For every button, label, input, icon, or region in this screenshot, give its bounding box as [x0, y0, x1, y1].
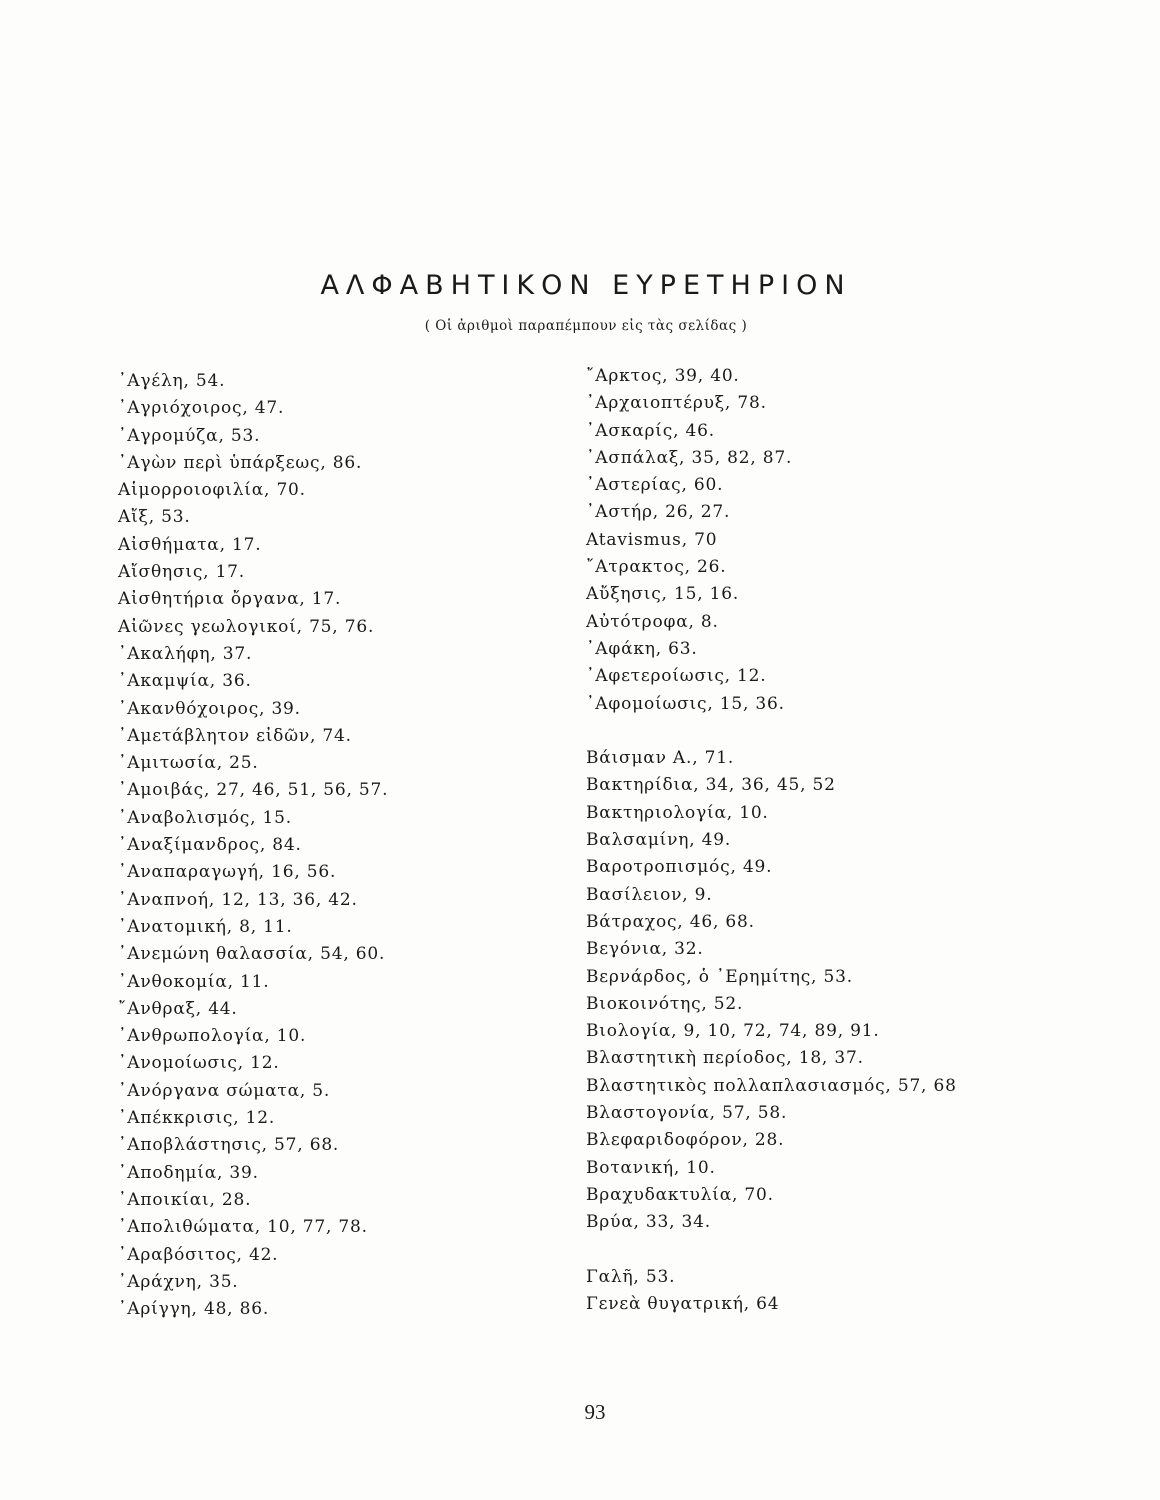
index-gap — [586, 718, 1126, 745]
index-entry: Βαλσαμίνη, 49. — [586, 830, 732, 851]
index-entry: Αἴξ, 53. — [118, 507, 191, 528]
index-entry: Βάισμαν Α., 71. — [586, 748, 735, 769]
index-entry: Βραχυδακτυλία, 70. — [586, 1184, 774, 1205]
index-entry: ᾿Ασκαρίς, 46. — [586, 420, 715, 441]
index-entry: Βεγόνια, 32. — [586, 939, 704, 960]
index-entry: ᾿Αραβόσιτος, 42. — [118, 1244, 279, 1265]
index-entry: ᾿Ανθοκομία, 11. — [118, 971, 270, 992]
index-entry: ᾿Αφάκη, 63. — [586, 638, 698, 659]
index-entry: ᾿Ακανθόχοιρος, 39. — [118, 698, 301, 719]
index-entry: ᾿Αράχνη, 35. — [118, 1271, 239, 1292]
page-number: 93 — [584, 1400, 606, 1424]
index-gap — [586, 1237, 1126, 1264]
page-subtitle: ( Οἱ ἀριθμοὶ παραπέμπουν εἰς τὰς σελίδας ) — [424, 318, 748, 334]
index-entry: ᾿Ακαμψία, 36. — [118, 671, 252, 692]
index-entry: Βιοκοινότης, 52. — [586, 993, 744, 1014]
index-entry: ῎Ατρακτος, 26. — [586, 557, 727, 578]
index-entry: Atavismus, 70 — [586, 529, 718, 550]
page-title: ΑΛΦΑΒΗΤΙΚΟΝ ΕΥΡΕΤΗΡΙΟΝ — [320, 270, 852, 301]
index-entry: Βρύα, 33, 34. — [586, 1212, 711, 1233]
index-entry: Βλαστογονία, 57, 58. — [586, 1103, 788, 1124]
index-entry: Αὔξησις, 15, 16. — [586, 584, 740, 605]
index-entry: Βακτηριολογία, 10. — [586, 802, 769, 823]
index-entry: ᾿Αγέλη, 54. — [118, 371, 226, 391]
index-entry: ᾿Ανθρωπολογία, 10. — [118, 1026, 307, 1047]
index-entry: ᾿Αναβολισμός, 15. — [118, 807, 292, 828]
index-entry: ᾿Απέκκρισις, 12. — [118, 1108, 276, 1129]
index-entry: ᾿Αστερίας, 60. — [586, 475, 724, 496]
index-entry: Βασίλειον, 9. — [586, 884, 713, 905]
index-entry: ᾿Αμιτωσία, 25. — [118, 753, 259, 774]
index-entry: Βλαστητικὴ περίοδος, 18, 37. — [586, 1048, 864, 1069]
index-entry: Αἰσθήματα, 17. — [118, 534, 262, 555]
index-entry: Γαλῆ, 53. — [586, 1266, 676, 1287]
index-column-right — [586, 363, 1126, 1318]
index-entry: Βοτανική, 10. — [586, 1157, 716, 1178]
index-entry: ᾿Αμοιβάς, 27, 46, 51, 56, 57. — [118, 780, 389, 801]
index-entry: ᾿Αγρομύζα, 53. — [118, 425, 261, 446]
index-entry: ᾿Αφομοίωσις, 15, 36. — [586, 693, 785, 714]
index-entry: ᾿Ακαλήφη, 37. — [118, 643, 253, 664]
index-entry: Βερνάρδος, ὁ ᾿Ερημίτης, 53. — [586, 966, 853, 987]
index-entry: Βαροτροπισμός, 49. — [586, 857, 773, 878]
index-entry: Αἴσθησις, 17. — [118, 562, 246, 583]
index-entry: ᾿Αστήρ, 26, 27. — [586, 502, 731, 523]
index-entry: ᾿Αγὼν περὶ ὑπάρξεως, 86. — [118, 452, 363, 473]
index-entry: Αἱμορροιοφιλία, 70. — [118, 480, 306, 501]
index-entry: Γενεὰ θυγατρική, 64 — [586, 1294, 780, 1315]
index-entry: ᾿Απολιθώματα, 10, 77, 78. — [118, 1217, 368, 1238]
index-entry: ῎Ανθραξ, 44. — [118, 998, 238, 1019]
index-entry: ᾿Ανατομική, 8, 11. — [118, 916, 293, 937]
index-column-left — [118, 368, 568, 1323]
index-entry: ῎Αρκτος, 39, 40. — [586, 366, 740, 386]
index-entry: ᾿Αρίγγη, 48, 86. — [118, 1299, 270, 1320]
index-entry: ᾿Αναπαραγωγή, 16, 56. — [118, 862, 337, 883]
index-entry: ᾿Αναπνοή, 12, 13, 36, 42. — [118, 889, 358, 910]
index-entry: Αἰσθητήρια ὄργανα, 17. — [118, 589, 342, 610]
index-entry: ᾿Αποικίαι, 28. — [118, 1189, 252, 1210]
index-entry: ᾿Ανομοίωσις, 12. — [118, 1053, 280, 1074]
index-entry: ᾿Αποβλάστησις, 57, 68. — [118, 1135, 340, 1156]
index-entry: ᾿Αφετεροίωσις, 12. — [586, 666, 767, 687]
index-entry: ᾿Αμετάβλητον εἰδῶν, 74. — [118, 725, 352, 746]
index-entry: ᾿Αγριόχοιρος, 47. — [118, 398, 285, 419]
index-entry: ᾿Ανόργανα σώματα, 5. — [118, 1080, 331, 1101]
index-entry: Αἰῶνες γεωλογικοί, 75, 76. — [118, 616, 375, 637]
index-entry: Βιολογία, 9, 10, 72, 74, 89, 91. — [586, 1021, 880, 1042]
index-entry: Βλαστητικὸς πολλαπλασιασμός, 57, 68 — [586, 1075, 957, 1096]
index-entry: ᾿Αρχαιοπτέρυξ, 78. — [586, 393, 767, 414]
index-entry: ᾿Αναξίμανδρος, 84. — [118, 835, 302, 856]
index-entry: ᾿Αποδημία, 39. — [118, 1162, 259, 1183]
index-entry: ᾿Ανεμώνη θαλασσία, 54, 60. — [118, 944, 386, 965]
index-entry: Βακτηρίδια, 34, 36, 45, 52 — [586, 775, 836, 796]
index-entry: Βάτραχος, 46, 68. — [586, 911, 755, 932]
index-entry: ᾿Ασπάλαξ, 35, 82, 87. — [586, 447, 793, 468]
index-entry: Αὐτότροφα, 8. — [586, 611, 719, 632]
index-entry: Βλεφαριδοφόρον, 28. — [586, 1130, 785, 1151]
